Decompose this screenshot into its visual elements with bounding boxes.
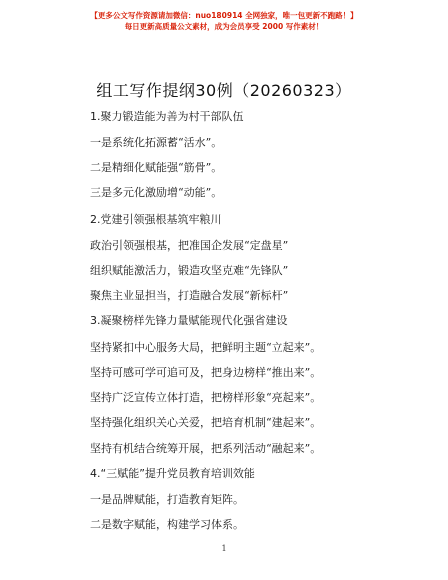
section-heading-3: 3.凝聚榜样先锋力量赋能现代化强省建设 (90, 314, 288, 327)
body-line: 坚持紧扣中心服务大局，把鲜明主题“立起来”。 (90, 341, 322, 354)
section-heading-4: 4.“三赋能”提升党员教育培训效能 (90, 467, 255, 480)
body-line: 坚持可感可学可追可及，把身边榜样“推出来”。 (90, 366, 322, 379)
page-number: 1 (221, 544, 227, 553)
body-line: 聚焦主业显担当，打造融合发展“新标杆” (90, 289, 289, 302)
body-line: 坚持广泛宣传立体打造，把榜样形象“亮起来”。 (90, 391, 322, 404)
banner-line-2: 每日更新高质量公文素材，成为会员享受 2000 写作素材！ (124, 22, 324, 31)
body-line: 二是数字赋能，构建学习体系。 (90, 518, 244, 531)
body-line: 一是品牌赋能，打造教育矩阵。 (90, 493, 244, 506)
section-heading-1: 1.聚力锻造能为善为村干部队伍 (90, 110, 244, 123)
body-line: 二是精细化赋能强“筋骨”。 (90, 161, 223, 174)
section-heading-2: 2.党建引领强根基筑牢粮川 (90, 213, 222, 226)
body-line: 组织赋能激活力，锻造攻坚克难“先锋队” (90, 264, 289, 277)
body-line: 三是多元化激励增“动能”。 (90, 186, 223, 199)
header-banner (0, 10, 448, 32)
body-line: 坚持强化组织关心关爱，把培育机制“建起来”。 (90, 416, 322, 429)
body-line: 坚持有机结合统筹开展，把系列活动“融起来”。 (90, 442, 322, 455)
body-line: 政治引领强根基，把准国企发展“定盘星” (90, 239, 289, 252)
banner-line-1: 【更多公文写作资源请加微信：nuo180914 全网独家，唯一包更新不跑路！】 (90, 11, 358, 20)
document-title: 组工写作提纲30例（20260323） (96, 81, 352, 100)
body-line: 一是系统化拓源蓄“活水”。 (90, 136, 223, 149)
